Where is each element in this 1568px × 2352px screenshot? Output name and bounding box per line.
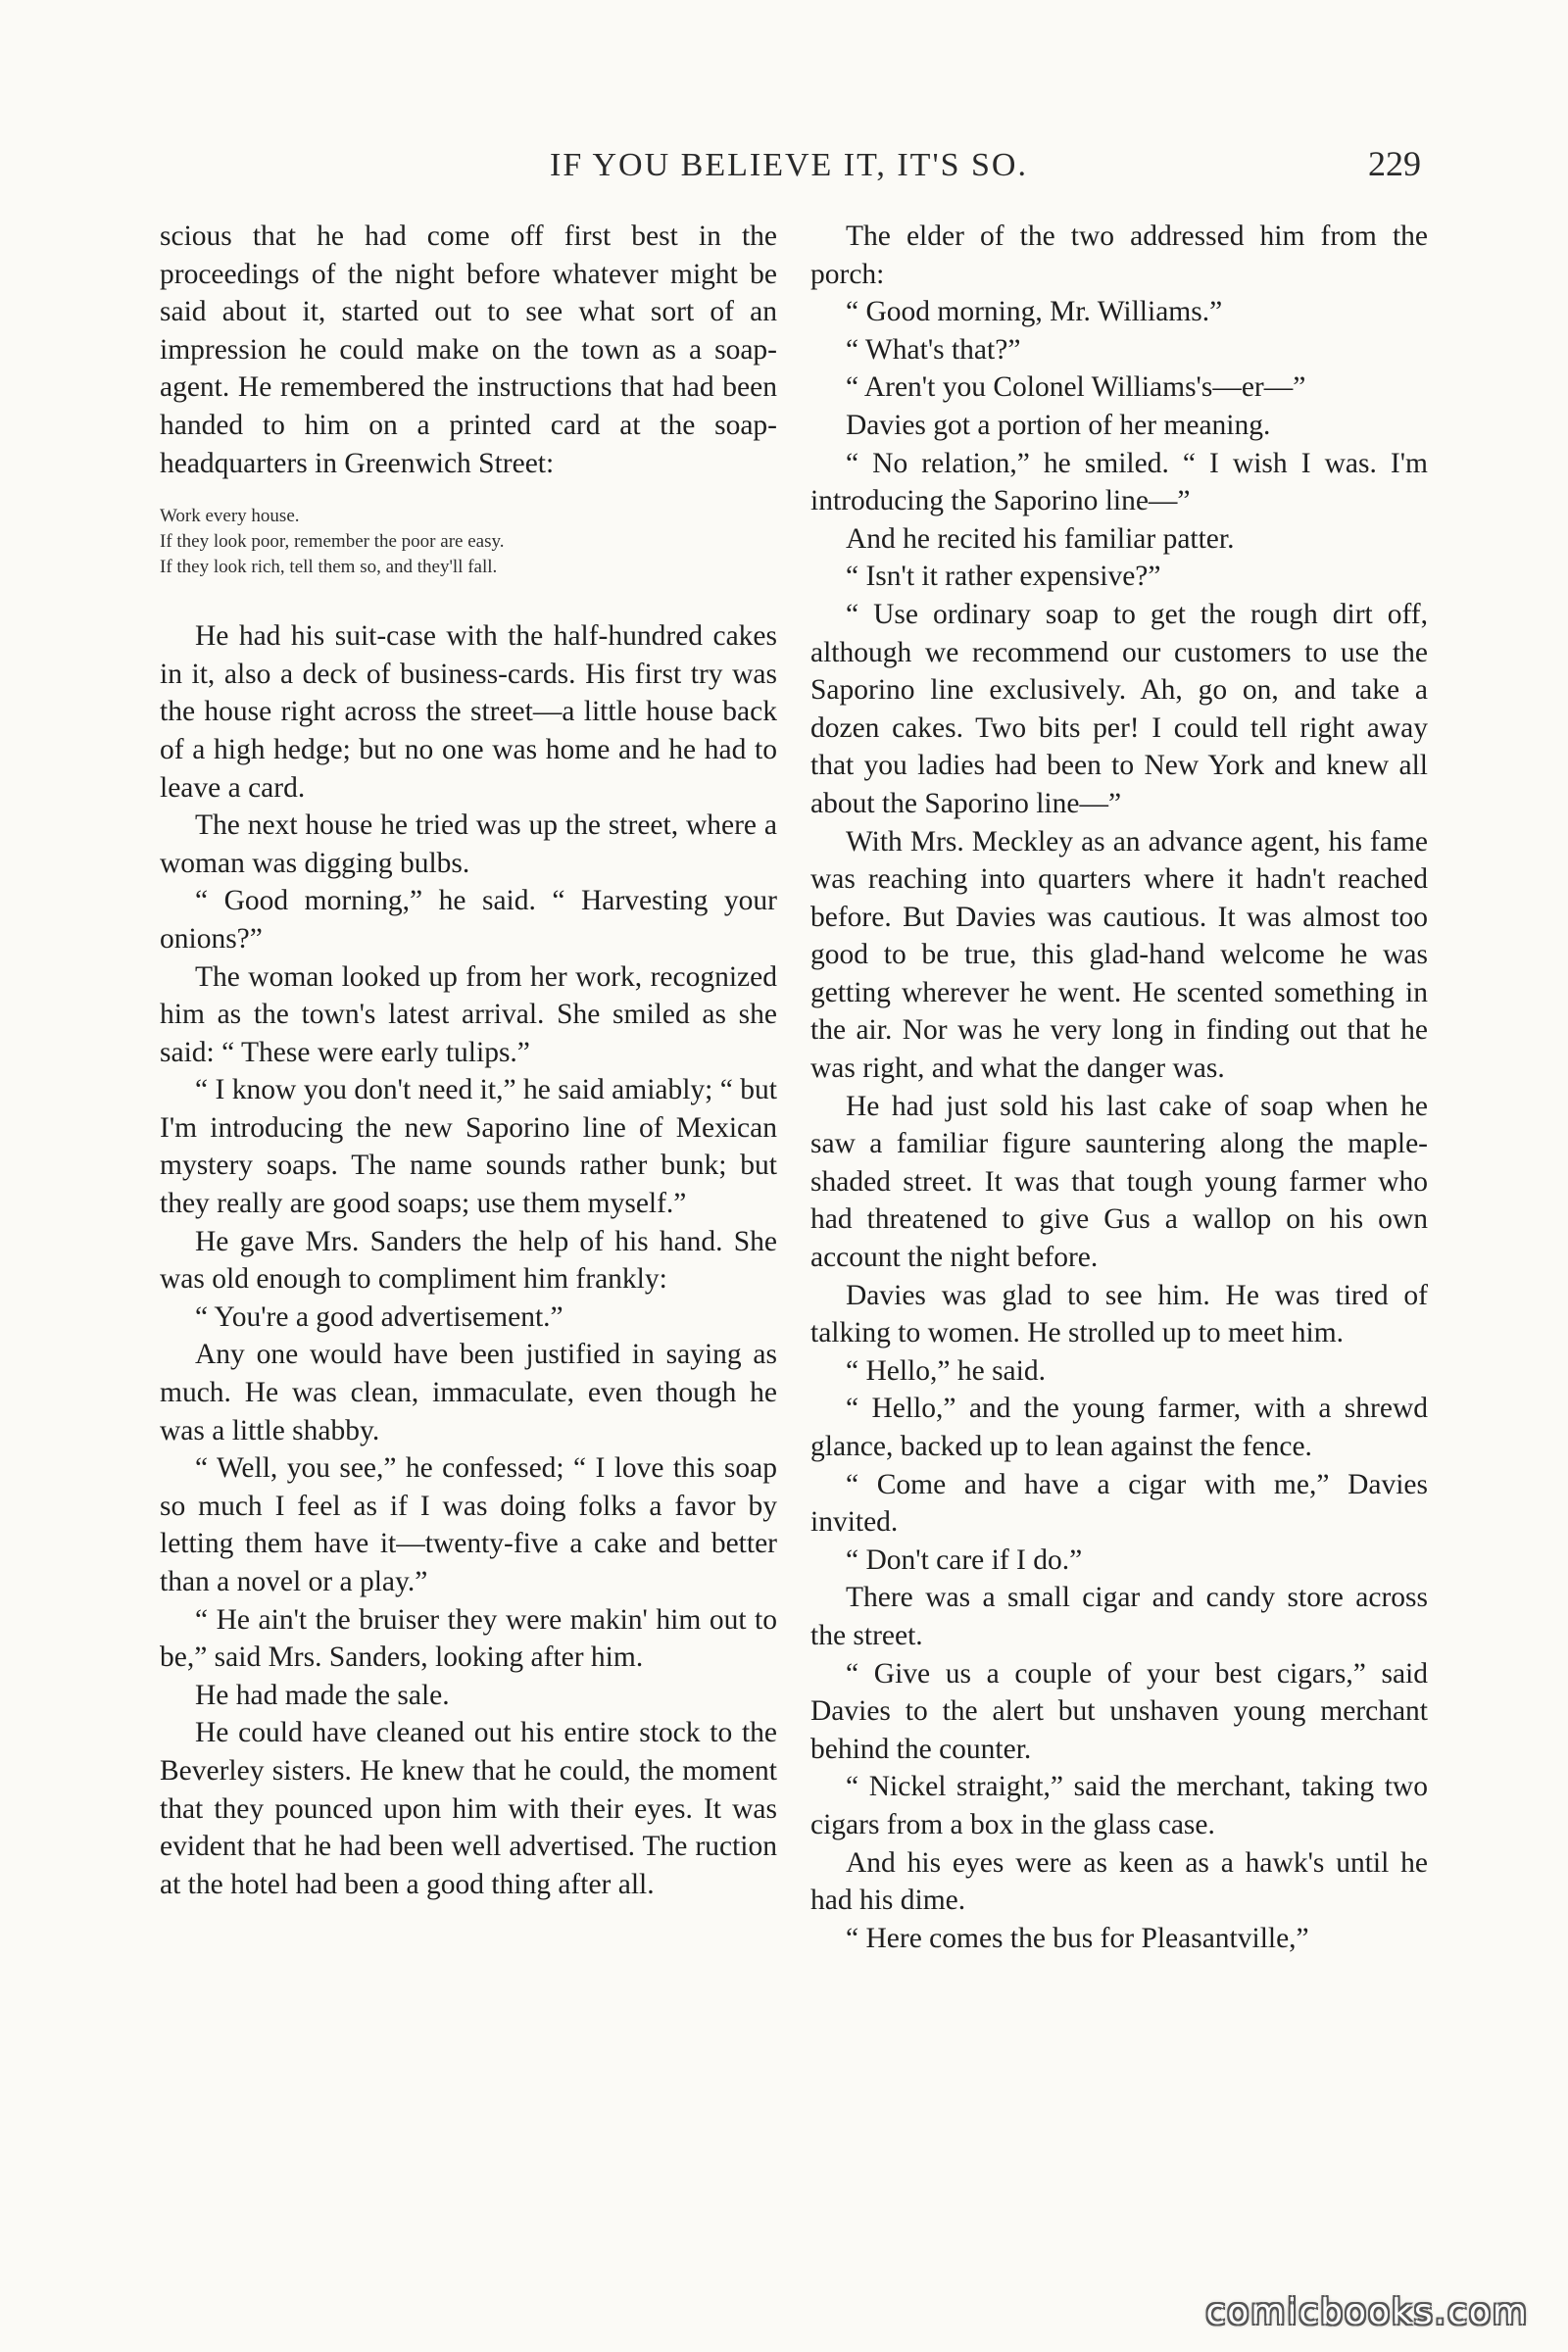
left-column — [160, 218, 777, 1903]
running-title: IF YOU BELIEVE IT, IT'S SO. — [550, 147, 1028, 183]
notice-line: If they look poor, remember the poor are easy. — [160, 531, 505, 553]
watermark: comicbooks.com — [1205, 2292, 1529, 2332]
paragraph: The elder of the two addressed him from the porch: — [810, 220, 1428, 290]
paragraph: He had made the sale. — [195, 1679, 450, 1711]
paragraph: Davies got a portion of her meaning. — [846, 409, 1271, 441]
paragraph: “ Use ordinary soap to get the rough dirt off, although we recommend our customers to use the Saporino line exclusively. Ah, go on, and take a dozen cakes. Two bits per! I could tell right away that you ladies had been to New York and knew all about the Saporino line—” — [810, 598, 1428, 819]
paragraph: “ Nickel straight,” said the merchant, taking two cigars from a box in the glass case. — [810, 1771, 1428, 1840]
paragraph: “ Good morning, Mr. Williams.” — [846, 296, 1223, 328]
paragraph: “ Isn't it rather expensive?” — [846, 561, 1161, 593]
paragraph: The woman looked up from her work, recognized him as the town's latest arrival. She smiled as she said: “ These were early tulips.” — [160, 960, 777, 1068]
paragraph: He could have cleaned out his entire stock to the Beverley sisters. He knew that he could, the moment that they pounced upon him with their eyes. It was evident that he had been well advertised. The ruction at the hotel had been a good thing after all. — [160, 1717, 777, 1900]
paragraph: “ You're a good advertisement.” — [195, 1300, 564, 1333]
paragraph: “ Come and have a cigar with me,” Davies invited. — [810, 1468, 1428, 1539]
paragraph: “ What's that?” — [846, 333, 1021, 366]
paragraph: He had just sold his last cake of soap when he saw a familiar figure sauntering along the maple-shaded street. It was that tough young farmer who had threatened to give Gus a wallop on his own account the night before. — [810, 1090, 1428, 1274]
paragraph: Any one would have been justified in saying as much. He was clean, immaculate, even though he was a little shabby. — [160, 1339, 777, 1446]
paragraph: “ Good morning,” he said. “ Harvesting your onions?” — [160, 885, 777, 955]
paragraph: And he recited his familiar patter. — [846, 522, 1235, 555]
paragraph: “ Well, you see,” he confessed; “ I love this soap so much I feel as if I was doing folks a favor by letting them have it—twenty-five a cake and better than a novel or a play.” — [160, 1452, 777, 1597]
running-head — [157, 144, 1421, 190]
paragraph: “ Here comes the bus for Pleasantville,” — [846, 1922, 1309, 1954]
paragraph: With Mrs. Meckley as an advance agent, his fame was reaching into quarters where it hadn't reached before. But Davies was cautious. It was almost too good to be true, this glad-hand welcome he was getting wherever he went. He scented something in the air. Nor was he very long in finding out that he was right, and what the danger was. — [810, 825, 1428, 1085]
notice-line: If they look rich, tell them so, and they'll fall. — [160, 557, 498, 578]
paragraph: “ Hello,” and the young farmer, with a shrewd glance, backed up to lean against the fence. — [810, 1393, 1428, 1462]
notice-line: Work every house. — [160, 506, 300, 527]
page-number: 229 — [1368, 144, 1421, 183]
paragraph: “ Hello,” he said. — [846, 1354, 1046, 1387]
paragraph: “ Don't care if I do.” — [846, 1544, 1083, 1576]
paragraph: Davies was glad to see him. He was tired of talking to women. He strolled up to meet him. — [810, 1279, 1428, 1349]
paragraph: He had his suit-case with the half-hundred cakes in it, also a deck of business-cards. His first try was the house right across the street—a little house back of a high hedge; but no one was home and he had to leave a card. — [160, 620, 777, 804]
right-column — [810, 218, 1428, 1957]
paragraph: “ I know you don't need it,” he said amiably; “ but I'm introducing the new Saporino line of Mexican mystery soaps. The name sounds rather bunk; but they really are good soaps; use them myself.” — [160, 1074, 777, 1220]
paragraph: “ He ain't the bruiser they were makin' him out to be,” said Mrs. Sanders, looking after him. — [160, 1603, 777, 1674]
paragraph: “ No relation,” he smiled. “ I wish I was. I'm introducing the Saporino line—” — [810, 447, 1428, 517]
paragraph: And his eyes were as keen as a hawk's until he had his dime. — [810, 1846, 1428, 1917]
paragraph: scious that he had come off first best in the proceedings of the night before whatever might be said about it, started out to see what sort of an impression he could make on the town as a soap-agent. He remembered the instructions that had been handed to him on a printed card at the soap-headquarters in Greenwich Street: — [160, 220, 777, 479]
paragraph: “ Aren't you Colonel Williams's—er—” — [846, 371, 1306, 404]
paragraph: The next house he tried was up the street, where a woman was digging bulbs. — [160, 809, 777, 879]
paragraph: “ Give us a couple of your best cigars,” said Davies to the alert but unshaven young merchant behind the counter. — [810, 1657, 1428, 1765]
paragraph: There was a small cigar and candy store across the street. — [810, 1582, 1428, 1651]
paragraph: He gave Mrs. Sanders the help of his hand. She was old enough to compliment him frankly: — [160, 1225, 777, 1296]
printed-card-notice — [160, 504, 777, 580]
